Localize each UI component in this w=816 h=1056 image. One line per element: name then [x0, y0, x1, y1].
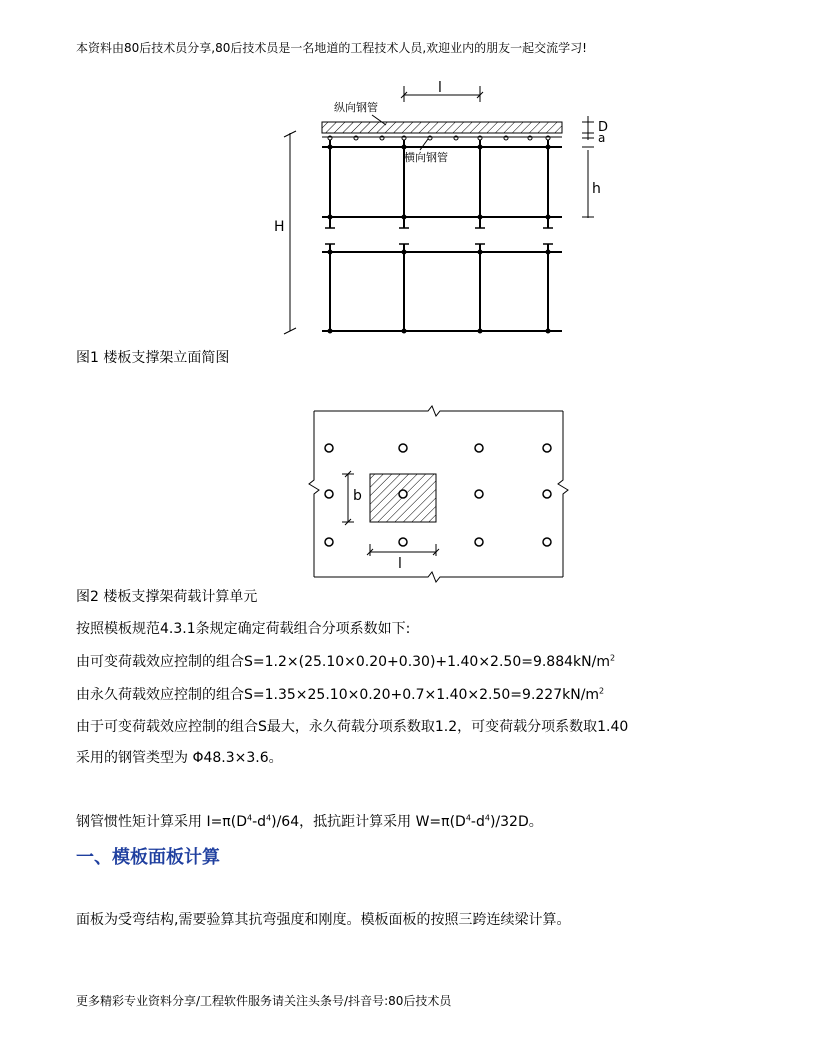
inertia-formula-part-a: 钢管惯性矩计算采用 I=π(D	[76, 814, 247, 830]
label-b: b	[353, 488, 362, 504]
paragraph-load-factors	[76, 618, 410, 638]
inertia-formula-part-c: )/64，抵抗距计算采用 W=π(D	[271, 814, 466, 830]
vertical-poles	[330, 140, 548, 332]
factor-choice-text: 由于可变荷载效应控制的组合S最大，永久荷载分项系数取1.2，可变荷载分项系数取1.40	[76, 719, 629, 735]
label-h: h	[592, 181, 601, 197]
paragraph-pipe-type	[76, 747, 283, 767]
figure-2-caption: 图2 楼板支撑架荷载计算单元	[76, 589, 258, 605]
section-title: 一、模板面板计算	[76, 847, 220, 868]
longitudinal-pipe-row	[322, 136, 562, 140]
inertia-sup-4: 4	[484, 813, 490, 823]
variable-combination-sup: 2	[609, 653, 616, 663]
load-unit-hatch	[370, 474, 436, 522]
dimension-l-bottom	[367, 544, 439, 556]
inertia-formula-part-d: -d	[470, 814, 485, 830]
leader-lines	[372, 115, 428, 150]
joint-dots	[328, 145, 551, 334]
inertia-formula-part-e: )/32D。	[489, 814, 543, 830]
dimension-H	[284, 131, 296, 334]
inertia-sup-3: 4	[465, 813, 471, 823]
dimension-right	[582, 116, 594, 218]
label-a: a	[598, 131, 606, 145]
label-H: H	[274, 219, 285, 235]
page-header: 本资料由80后技术员分享,80后技术员是一名地道的工程技术人员,欢迎业内的朋友一起交流学习!	[76, 41, 587, 55]
horizontal-ledgers	[322, 147, 562, 331]
permanent-combination-sup: 2	[599, 686, 605, 696]
paragraph-variable-combination	[76, 651, 615, 671]
paragraph-permanent-combination	[76, 684, 604, 704]
inertia-sup-2: 4	[266, 813, 272, 823]
label-l-bottom: l	[398, 556, 402, 572]
label-l-top: l	[438, 80, 442, 96]
page-footer: 更多精彩专业资料分享/工程软件服务请关注头条号/抖音号:80后技术员	[76, 994, 452, 1008]
paragraph-load-factors-text: 按照模板规范4.3.1条规定确定荷载组合分项系数如下:	[76, 621, 411, 637]
figure-1-caption: 图1 楼板支撑架立面简图	[76, 350, 230, 366]
pipe-type-text: 采用的钢管类型为 Φ48.3×3.6。	[76, 750, 283, 766]
label-longitudinal-pipe: 纵向钢管	[334, 101, 378, 114]
inertia-formula-part-b: -d	[252, 814, 267, 830]
permanent-combination-text: 由永久荷载效应控制的组合S=1.35×25.10×0.20+0.7×1.40×2.50=9.227kN/m	[76, 687, 600, 703]
dimension-b	[342, 471, 354, 525]
paragraph-factor-choice	[76, 716, 628, 736]
dimension-l-top	[401, 86, 483, 102]
inertia-sup-1: 4	[246, 813, 253, 823]
label-D: D	[598, 120, 609, 135]
label-transverse-pipe: 横向钢管	[404, 151, 448, 164]
variable-combination-text: 由可变荷载效应控制的组合S=1.2×(25.10×0.20+0.30)+1.40×2.50=9.884kN/m	[76, 654, 610, 670]
plan-outline	[309, 406, 568, 582]
slab-hatch	[322, 122, 562, 133]
pole-markers	[325, 444, 551, 546]
paragraph-inertia-formula	[76, 811, 543, 831]
paragraph-panel-structure: 面板为受弯结构,需要验算其抗弯强度和刚度。模板面板的按照三跨连续梁计算。	[76, 912, 571, 928]
break-marks	[325, 228, 553, 244]
